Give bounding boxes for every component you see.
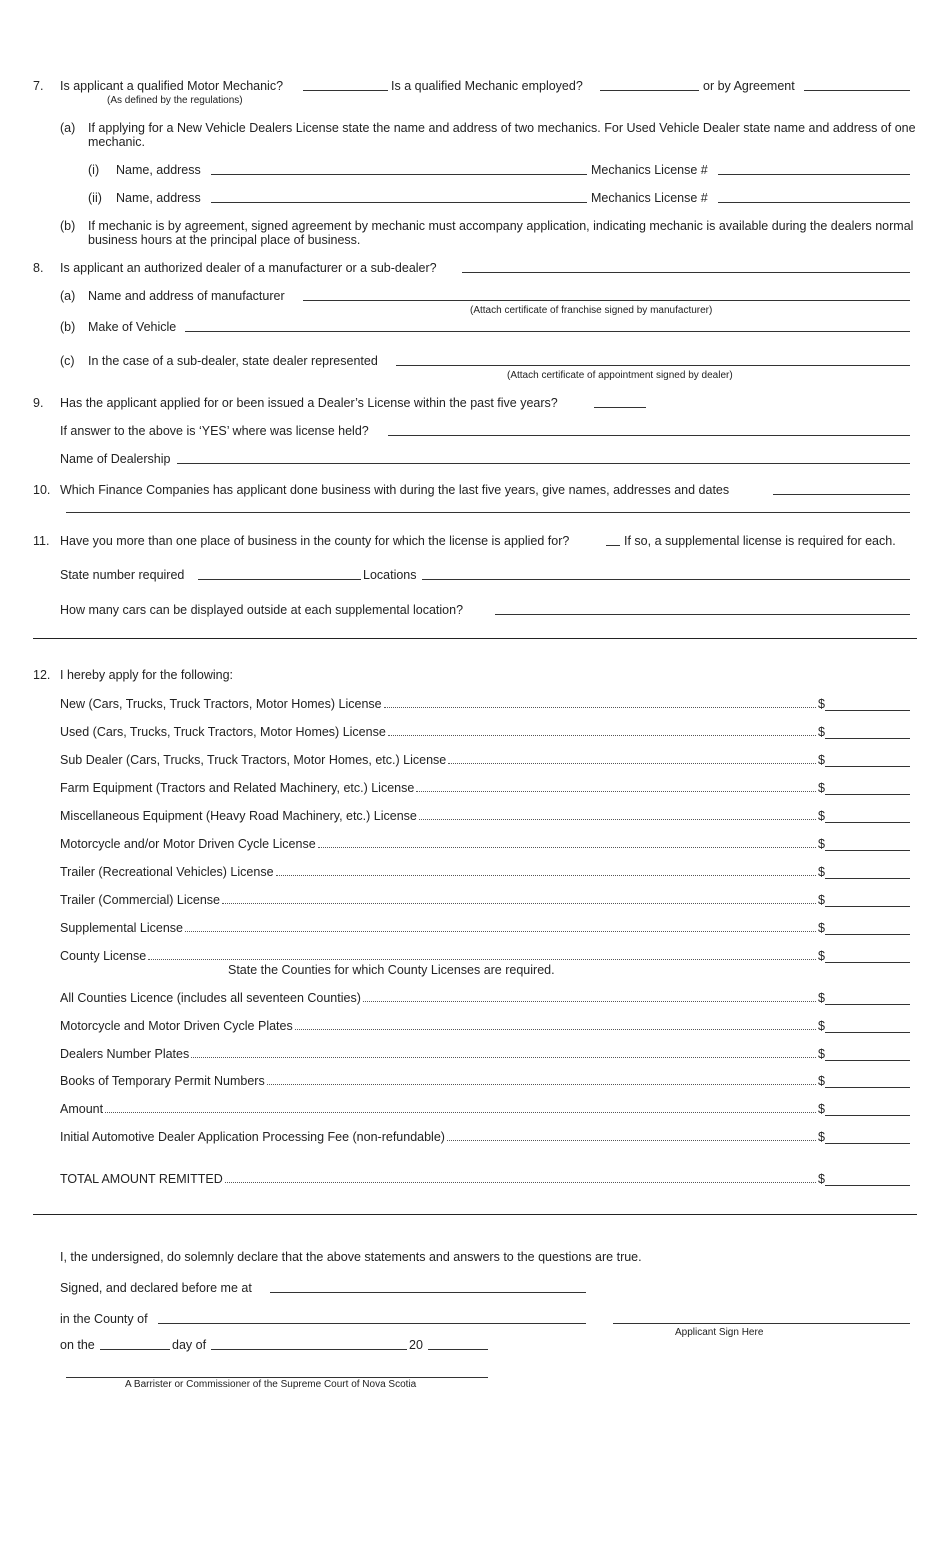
fee-label: Motorcycle and Motor Driven Cycle Plates: [60, 1018, 293, 1033]
fee-label: Motorcycle and/or Motor Driven Cycle License: [60, 837, 316, 851]
q7-ii-name-address-label: Name, address: [116, 191, 201, 205]
q7-question: Is applicant a qualified Motor Mechanic?: [60, 79, 284, 93]
q8c-dealer-field[interactable]: [396, 365, 910, 366]
q11-state-number-label: State number required: [60, 568, 185, 582]
county-field[interactable]: [158, 1323, 586, 1324]
fee-row: [60, 725, 910, 739]
q8a-note: (Attach certificate of franchise signed by manufacturer): [470, 305, 713, 316]
currency-symbol: $: [818, 949, 825, 963]
currency-symbol: $: [818, 1130, 825, 1144]
fee-row: [60, 809, 910, 823]
fee-amount-field[interactable]: [825, 950, 910, 963]
currency-symbol: $: [818, 809, 825, 823]
fee-row: [60, 697, 910, 711]
county-license-note: State the Counties for which County Licenses are required.: [228, 963, 555, 977]
q9-dealership-field[interactable]: [177, 463, 910, 464]
q8a-text: Name and address of manufacturer: [88, 289, 285, 303]
currency-symbol: $: [818, 1102, 825, 1117]
fee-label: Used (Cars, Trucks, Truck Tractors, Motor Homes) License: [60, 725, 386, 739]
fee-amount-field[interactable]: [825, 1075, 910, 1088]
currency-symbol: $: [818, 781, 825, 795]
q7-agreement-label: or by Agreement: [703, 79, 795, 93]
q11-state-number-field[interactable]: [198, 579, 361, 580]
q9-where-field[interactable]: [388, 435, 910, 436]
q7-ii-mech-license-field[interactable]: [718, 202, 910, 203]
q8c-text: In the case of a sub-dealer, state dealer represented: [88, 354, 378, 368]
fee-label: Dealers Number Plates: [60, 1046, 190, 1061]
year-prefix: 20: [409, 1338, 423, 1352]
dot-leader: [276, 875, 817, 876]
q11-cars-label: How many cars can be displayed outside at each supplemental location?: [60, 603, 464, 617]
q8-dealer-type-field[interactable]: [462, 272, 910, 273]
q11-number: 11.: [33, 534, 50, 548]
fee-amount-field[interactable]: [825, 698, 910, 711]
q7-ii-name-address-field[interactable]: [211, 202, 587, 203]
fee-amount-field[interactable]: [825, 1048, 910, 1061]
fee-amount-field[interactable]: [825, 1020, 910, 1033]
q7b-text: If mechanic is by agreement, signed agreement by mechanic must accompany application, indicating mechanic is available during the dealers normal business hours at the principal place of business.: [88, 219, 914, 247]
fee-label: Initial Automotive Dealer Application Processing Fee (non-refundable): [60, 1130, 445, 1144]
currency-symbol: $: [818, 725, 825, 739]
q10-finance-field-1[interactable]: [773, 494, 910, 495]
fee-label: Books of Temporary Permit Numbers: [60, 1074, 265, 1089]
dot-leader: [191, 1057, 816, 1058]
q8-number: 8.: [33, 261, 44, 275]
fee-row: [60, 991, 910, 1005]
q7-i-mech-license-field[interactable]: [718, 174, 910, 175]
q8-question: Is applicant an authorized dealer of a manufacturer or a sub-dealer?: [60, 261, 437, 275]
dot-leader: [448, 763, 816, 764]
section-divider: [33, 638, 917, 639]
q7-number: 7.: [33, 79, 44, 93]
q8c-label: (c): [60, 354, 75, 368]
currency-symbol: $: [818, 865, 825, 879]
fee-label: Trailer (Recreational Vehicles) License: [60, 865, 274, 879]
dot-leader: [295, 1029, 816, 1030]
fee-label: Farm Equipment (Tractors and Related Machinery, etc.) License: [60, 781, 415, 795]
dot-leader: [447, 1140, 816, 1141]
dot-leader: [363, 1001, 816, 1002]
q9-dealership-label: Name of Dealership: [60, 452, 171, 466]
fee-row: [60, 753, 910, 767]
dot-leader: [318, 847, 816, 848]
q8c-note: (Attach certificate of appointment signed by dealer): [507, 370, 733, 381]
fee-label: Supplemental License: [60, 921, 183, 935]
fee-row: [60, 949, 910, 963]
q9-where-label: If answer to the above is ‘YES’ where was license held?: [60, 424, 369, 438]
fee-row: [60, 837, 910, 851]
q11-locations-label: Locations: [363, 568, 417, 582]
fee-row: [60, 1074, 910, 1088]
q8a-label: (a): [60, 289, 76, 303]
fee-row: [60, 893, 910, 907]
q9-answer-field[interactable]: [594, 407, 646, 408]
q7-mechanic-employed-field[interactable]: [600, 90, 699, 91]
dot-leader: [222, 903, 816, 904]
on-the-label: on the: [60, 1338, 95, 1352]
month-field[interactable]: [211, 1349, 407, 1350]
total-amount-field[interactable]: [825, 1173, 910, 1186]
currency-symbol: $: [818, 991, 825, 1005]
q7-i-mech-license-label: Mechanics License #: [591, 163, 708, 177]
fee-amount-field[interactable]: [825, 782, 910, 795]
q9-question: Has the applicant applied for or been issued a Dealer’s License within the past five years?: [60, 396, 558, 410]
fee-amount-field[interactable]: [825, 1103, 910, 1116]
fee-amount-field[interactable]: [825, 1131, 910, 1144]
fee-row: [60, 1047, 910, 1061]
day-of-label: day of: [172, 1338, 207, 1352]
year-field[interactable]: [428, 1349, 488, 1350]
currency-symbol: $: [818, 1172, 825, 1186]
currency-symbol: $: [818, 893, 825, 907]
fee-row: [60, 1102, 910, 1116]
fee-row: [60, 921, 910, 935]
q9-number: 9.: [33, 396, 44, 410]
currency-symbol: $: [818, 1046, 825, 1061]
q7-employed-label: Is a qualified Mechanic employed?: [391, 79, 583, 93]
dot-leader: [384, 707, 816, 708]
q7a-text: If applying for a New Vehicle Dealers License state the name and address of two mechanics. For Used Vehicle Dealer state name and address of one mechanic.: [88, 121, 916, 149]
q10-number: 10.: [33, 483, 51, 497]
declaration-text: I, the undersigned, do solemnly declare that the above statements and answers to the questions are true.: [60, 1250, 642, 1264]
currency-symbol: $: [818, 697, 825, 711]
fee-row: [60, 865, 910, 879]
dot-leader: [185, 931, 816, 932]
fee-amount-field[interactable]: [825, 838, 910, 851]
currency-symbol: $: [818, 837, 825, 851]
q8b-make-field[interactable]: [185, 331, 910, 332]
q8a-manufacturer-field[interactable]: [303, 300, 910, 301]
q7-i-name-address-label: Name, address: [116, 163, 201, 177]
q11-question: Have you more than one place of business in the county for which the license is applied for?: [60, 534, 570, 548]
q11-locations-field[interactable]: [422, 579, 910, 580]
dot-leader: [416, 791, 816, 792]
fee-amount-field[interactable]: [825, 894, 910, 907]
fee-amount-field[interactable]: [825, 992, 910, 1005]
fee-label: Amount: [60, 1102, 104, 1117]
currency-symbol: $: [818, 921, 825, 935]
q12-intro: I hereby apply for the following:: [60, 668, 234, 682]
fee-label: Trailer (Commercial) License: [60, 893, 220, 907]
q7-ii-mech-license-label: Mechanics License #: [591, 191, 708, 205]
q7-by-agreement-field[interactable]: [804, 90, 910, 91]
q11-supplemental-note: If so, a supplemental license is required for each.: [624, 534, 896, 548]
q7-i-label: (i): [88, 163, 100, 177]
applicant-sign-label: Applicant Sign Here: [675, 1327, 764, 1338]
currency-symbol: $: [818, 1018, 825, 1033]
fee-amount-field[interactable]: [825, 726, 910, 739]
day-field[interactable]: [100, 1349, 170, 1350]
q12-number: 12.: [33, 668, 51, 682]
q8b-text: Make of Vehicle: [88, 320, 177, 334]
fee-row: [60, 781, 910, 795]
section-divider-2: [33, 1214, 917, 1215]
applicant-signature-field[interactable]: [613, 1323, 910, 1324]
fee-label: All Counties Licence (includes all seventeen Counties): [60, 991, 361, 1005]
q7-ii-label: (ii): [88, 191, 102, 205]
fee-amount-field[interactable]: [825, 866, 910, 879]
q11-answer-field[interactable]: [606, 545, 620, 546]
dot-leader: [225, 1182, 816, 1183]
q10-finance-field-2[interactable]: [66, 512, 910, 513]
q11-cars-field[interactable]: [495, 614, 910, 615]
q10-question: Which Finance Companies has applicant done business with during the last five years, give names, addresses and dates: [60, 483, 730, 497]
fee-label: New (Cars, Trucks, Truck Tractors, Motor Homes) License: [60, 697, 382, 711]
q7-qualified-mechanic-field[interactable]: [303, 90, 388, 91]
signed-label: Signed, and declared before me at: [60, 1281, 252, 1295]
q7a-label: (a): [60, 121, 76, 135]
dot-leader: [388, 735, 816, 736]
q7-note: (As defined by the regulations): [107, 95, 243, 106]
total-label: TOTAL AMOUNT REMITTED: [60, 1172, 223, 1186]
dot-leader: [267, 1084, 816, 1085]
fee-label: Sub Dealer (Cars, Trucks, Truck Tractors, Motor Homes, etc.) License: [60, 753, 447, 767]
currency-symbol: $: [818, 753, 825, 767]
fee-row: [60, 1130, 910, 1144]
fee-amount-field[interactable]: [825, 922, 910, 935]
q7b-label: (b): [60, 219, 76, 233]
fee-amount-field[interactable]: [825, 810, 910, 823]
fee-amount-field[interactable]: [825, 754, 910, 767]
barrister-label: A Barrister or Commissioner of the Supreme Court of Nova Scotia: [125, 1379, 417, 1390]
currency-symbol: $: [818, 1074, 825, 1089]
total-row: [60, 1172, 910, 1186]
signed-location-field[interactable]: [270, 1292, 586, 1293]
dot-leader: [419, 819, 816, 820]
q8b-label: (b): [60, 320, 76, 334]
q7-i-name-address-field[interactable]: [211, 174, 587, 175]
fee-label: Miscellaneous Equipment (Heavy Road Machinery, etc.) License: [60, 809, 417, 823]
county-label: in the County of: [60, 1312, 148, 1326]
fee-row: [60, 1019, 910, 1033]
dot-leader: [105, 1112, 816, 1113]
dot-leader: [148, 959, 816, 960]
fee-label: County License: [60, 949, 147, 963]
